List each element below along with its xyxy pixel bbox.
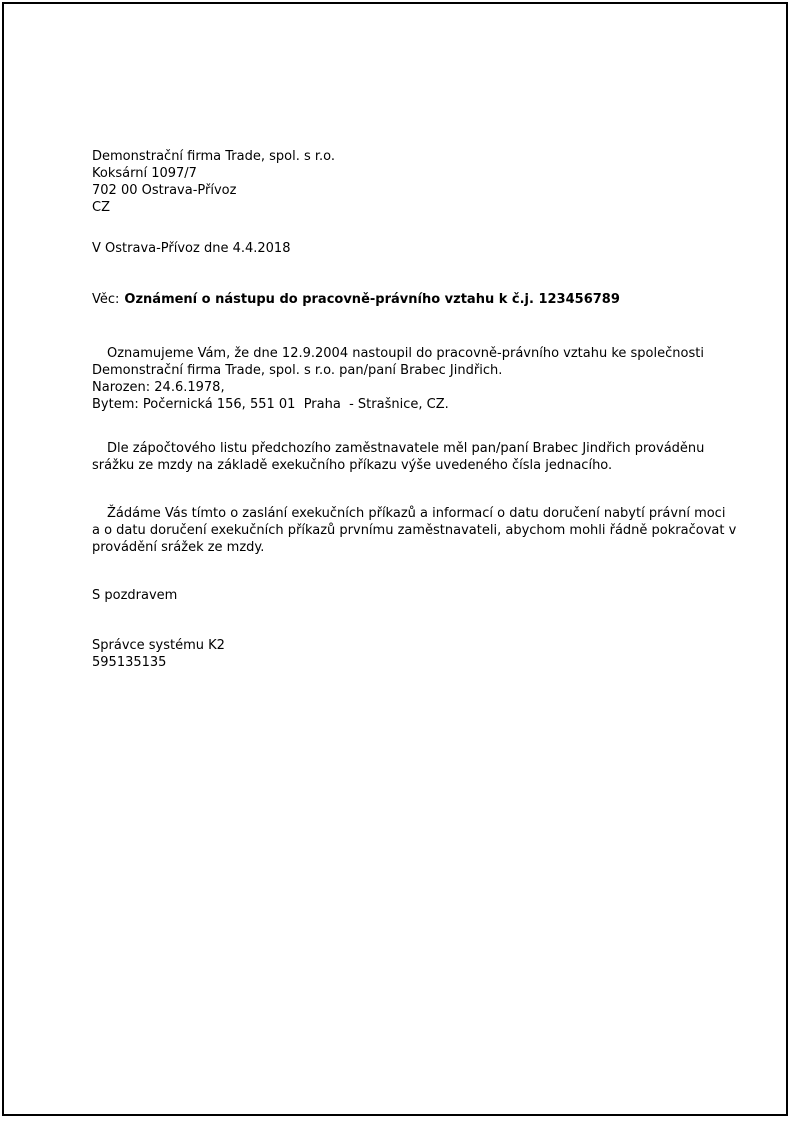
- paragraph-request: Žádáme Vás tímto o zaslání exekučních příkazů a informací o datu doručení nabytí právní moci a o datu doručení exekučních příkazů prvnímu zaměstnavateli, abychom mohli řádně pokračovat v provádění srážek ze mzdy.: [92, 506, 737, 555]
- paragraph-notification: [92, 345, 737, 413]
- date-line: V Ostrava-Přívoz dne 4.4.2018: [92, 241, 291, 256]
- closing-line: S pozdravem: [92, 588, 178, 603]
- sender-city: 702 00 Ostrava-Přívoz: [92, 183, 237, 198]
- sender-company: Demonstrační firma Trade, spol. s r.o.: [92, 149, 336, 164]
- subject-text: Oznámení o nástupu do pracovně-právního vztahu k č.j. 123456789: [124, 292, 620, 307]
- paragraph-deduction: Dle zápočtového listu předchozího zaměstnavatele měl pan/paní Brabec Jindřich prováděnu srážku ze mzdy na základě exekučního příkazu výše uvedeného čísla jednacího.: [92, 441, 705, 473]
- paragraph-notification-sentence: Oznamujeme Vám, že dne 12.9.2004 nastoupil do pracovně-právního vztahu ke společnosti Demonstrační firma Trade, spol. s r.o. pan/paní Brabec Jindřich.: [92, 346, 704, 378]
- residence-line: Bytem: Počernická 156, 551 01 Praha - Strašnice, CZ.: [92, 397, 449, 412]
- born-line: Narozen: 24.6.1978,: [92, 380, 225, 395]
- sender-street: Koksární 1097/7: [92, 166, 197, 181]
- subject-line: [92, 291, 737, 308]
- sender-address-block: [92, 148, 737, 216]
- sender-country: CZ: [92, 200, 110, 215]
- letter-page: [2, 2, 788, 1116]
- subject-label: Věc:: [92, 292, 120, 307]
- signature-name: Správce systému K2: [92, 638, 225, 653]
- signature-phone: 595135135: [92, 655, 167, 670]
- signature-block: [92, 637, 737, 671]
